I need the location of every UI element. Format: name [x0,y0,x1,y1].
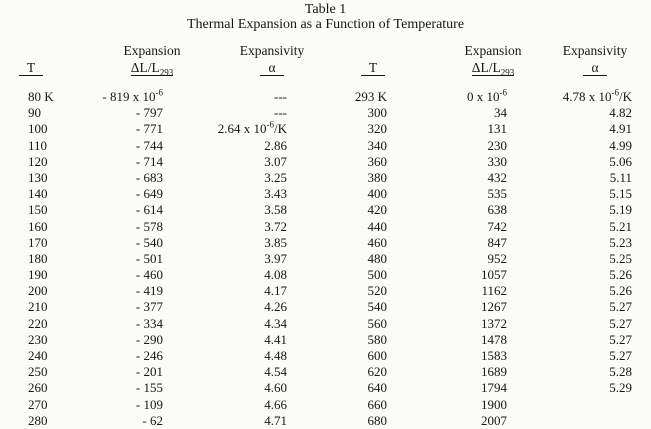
cell-expansivity-right [507,413,632,429]
cell-t-right: 440 [367,218,387,234]
cell-t-left: 120 [28,153,48,169]
cell-expansivity-left: 4.17 [264,283,287,299]
table-row [28,364,651,380]
cell-expansion-left: - 649 [135,186,163,202]
cell-expansivity-right [507,397,632,413]
table-row [28,154,651,170]
cell-expansivity-right: 5.25 [609,250,632,266]
cell-expansion-left: - 109 [135,396,163,412]
cell-t-right: 380 [367,169,387,185]
cell-expansivity-left: 3.72 [264,218,287,234]
cell-expansion-right: 131 [487,121,507,137]
cell-expansion-left: - 290 [135,331,163,347]
cell-expansivity-left: 4.71 [264,412,287,428]
cell-expansivity-left: 4.48 [264,348,287,363]
cell-t-right: 580 [367,331,387,347]
cell-t-right: 520 [367,283,387,299]
cell-expansivity-right: 5.19 [609,202,632,218]
cell-expansion-left: - 460 [135,267,163,283]
cell-expansion-left: - 201 [135,364,163,380]
cell-t-left: 160 [28,218,48,234]
cell-expansion-right: 1478 [481,331,507,347]
cell-t-right: 320 [367,121,387,137]
cell-t-left: 230 [28,331,48,347]
cell-t-left: 190 [28,267,48,283]
cell-expansivity-right: 5.29 [609,380,632,396]
cell-t-right: 360 [367,153,387,169]
col-header-expansion-right: Expansion [464,43,522,58]
cell-expansivity-right: 5.26 [609,283,632,299]
table-row [28,138,651,154]
data-grid [0,89,651,429]
cell-t-left: 260 [28,380,48,396]
cell-expansion-right: 1583 [481,348,507,363]
cell-expansion-right: 847 [487,234,507,250]
cell-expansivity-right: 4.78 x $10^{-6}/K$ [562,87,632,104]
cell-expansion-left: - 771 [135,121,163,137]
cell-t-left: 170 [28,234,48,250]
table-title-block [0,2,651,32]
cell-expansivity-left: 3.85 [264,234,287,250]
cell-expansivity-left: 3.58 [264,202,287,218]
table-row [28,299,651,315]
cell-expansion-right: 1794 [481,380,507,396]
cell-expansivity-right: 5.27 [609,348,632,363]
cell-expansion-left: - 744 [135,137,163,153]
cell-t-right: 500 [367,267,387,283]
col-header-expansivity-left: Expansivity [239,43,305,58]
col-header-delta-left: $\Delta L/L_{293}$ [130,60,174,78]
cell-expansion-right: 1900 [481,396,507,412]
cell-expansivity-left: 2.86 [264,137,287,153]
cell-expansion-left: - 578 [135,218,163,234]
cell-expansion-left: - 819 x $10^{-6}$ [102,87,163,104]
cell-expansion-left: - 334 [135,315,163,331]
cell-expansion-left: - 62 [142,412,163,428]
table-row [28,413,651,429]
cell-t-right: 480 [367,250,387,266]
cell-expansion-right: 952 [487,250,507,266]
cell-t-left: 100 [28,121,48,137]
cell-expansivity-left: --- [274,105,287,121]
cell-expansivity-left: 3.25 [264,169,287,185]
cell-t-left: 210 [28,299,48,315]
cell-expansion-left: - 683 [135,169,163,185]
table-row [28,121,651,137]
col-header-delta-right: $\Delta L/L_{293}$ [471,60,515,78]
table-row [28,397,651,413]
table-row [28,267,651,283]
col-header-expansion-left: Expansion [123,43,181,58]
cell-expansion-left: - 246 [135,348,163,363]
cell-t-right: 560 [367,315,387,331]
cell-expansivity-left: 3.43 [264,186,287,202]
cell-expansion-right: 1372 [481,315,507,331]
cell-expansion-right: 0 x $10^{-6}$ [467,87,507,104]
cell-t-right: 660 [367,396,387,412]
cell-expansivity-left: 4.08 [264,267,287,283]
table-row [28,235,651,251]
cell-expansivity-right: 5.15 [609,186,632,202]
cell-t-right: 600 [367,348,387,363]
table-row [28,316,651,332]
table-row [28,251,651,267]
cell-expansion-right: 1057 [481,267,507,283]
cell-t-right: 680 [367,412,387,428]
table-row [28,105,651,121]
cell-expansion-right: 638 [487,202,507,218]
cell-expansivity-left: 4.54 [264,364,287,380]
cell-t-left: 220 [28,315,48,331]
cell-t-right: 620 [367,364,387,380]
cell-expansion-left: - 797 [135,105,163,121]
cell-expansion-right: 432 [487,169,507,185]
cell-t-right: 460 [367,234,387,250]
cell-t-left: 80 K [28,89,54,104]
table-row [28,202,651,218]
cell-expansivity-left: --- [274,89,287,104]
cell-expansion-right: 330 [487,153,507,169]
cell-expansivity-right: 5.27 [609,315,632,331]
cell-expansion-right: 230 [487,137,507,153]
cell-expansion-left: - 419 [135,283,163,299]
table-row [28,332,651,348]
cell-t-left: 180 [28,250,48,266]
table-row [28,89,651,105]
cell-t-right: 420 [367,202,387,218]
cell-t-left: 240 [28,348,48,363]
cell-t-left: 280 [28,412,48,428]
cell-expansivity-right: 4.82 [609,105,632,121]
cell-expansion-right: 1689 [481,364,507,380]
col-header-alpha-left: α [222,60,322,76]
cell-expansivity-left: 4.34 [264,315,287,331]
cell-expansivity-right: 5.06 [609,153,632,169]
cell-expansivity-right: 5.28 [609,364,632,380]
cell-t-left: 140 [28,186,48,202]
cell-expansivity-right: 5.27 [609,299,632,315]
col-header-t-left: T [6,60,56,76]
cell-t-right: 293 K [354,89,387,104]
cell-expansivity-left: 3.07 [264,153,287,169]
cell-t-left: 110 [28,137,48,153]
table-row [28,348,651,364]
cell-expansion-right: 34 [494,105,507,121]
cell-t-right: 300 [367,105,387,121]
cell-t-right: 340 [367,137,387,153]
cell-expansivity-left: 2.64 x $10^{-6}/K$ [217,120,287,137]
cell-expansivity-right: 5.21 [609,218,632,234]
cell-expansivity-left: 4.60 [264,380,287,396]
cell-t-left: 270 [28,396,48,412]
table-row [28,186,651,202]
cell-t-left: 150 [28,202,48,218]
cell-expansion-right: 2007 [481,412,507,428]
cell-expansivity-right: 5.27 [609,331,632,347]
cell-expansion-right: 1162 [481,283,507,299]
cell-t-left: 200 [28,283,48,299]
cell-t-left: 90 [28,105,41,121]
cell-expansivity-right: 4.91 [609,121,632,137]
cell-expansion-left: - 714 [135,153,163,169]
cell-expansivity-right: 4.99 [609,137,632,153]
cell-expansivity-left: 4.41 [264,331,287,347]
page-subtitle: Thermal Expansion as a Function of Temperature [186,17,465,32]
cell-expansivity-right: 5.23 [609,234,632,250]
cell-expansivity-right: 5.26 [609,267,632,283]
cell-t-left: 250 [28,364,48,380]
cell-expansion-right: 535 [487,186,507,202]
cell-t-left: 130 [28,169,48,185]
cell-expansion-left: - 540 [135,234,163,250]
table-row [28,283,651,299]
cell-expansion-left: - 501 [135,250,163,266]
col-header-t-right: T [348,60,398,76]
table-row [28,170,651,186]
cell-expansion-right: 742 [487,218,507,234]
cell-expansion-left: - 377 [135,299,163,315]
table-row [28,380,651,396]
cell-t-right: 640 [367,380,387,396]
cell-expansivity-left: 3.97 [264,250,287,266]
cell-expansivity-left: 4.66 [264,396,287,412]
cell-t-right: 540 [367,299,387,315]
table-row [28,219,651,235]
cell-expansivity-right: 5.11 [609,169,632,185]
col-header-expansivity-right: Expansivity [562,43,628,58]
cell-expansion-left: - 155 [135,380,163,396]
cell-expansivity-left: 4.26 [264,299,287,315]
page-title: Table 1 [304,2,347,17]
cell-expansion-left: - 614 [135,202,163,218]
col-header-alpha-right: α [545,60,645,76]
cell-t-right: 400 [367,186,387,202]
cell-expansion-right: 1267 [481,299,507,315]
